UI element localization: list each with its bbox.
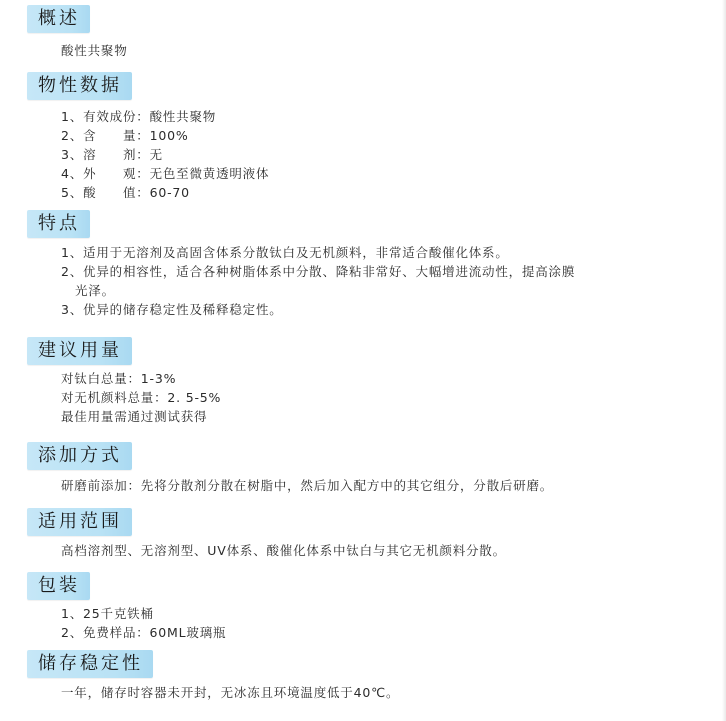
page-edge-shadow xyxy=(722,0,726,721)
scope-text xyxy=(61,541,506,560)
property-value: 无色至微黄透明液体 xyxy=(149,166,270,181)
property-number: 2、 xyxy=(61,128,84,143)
property-value: 60-70 xyxy=(149,185,190,200)
section-heading-dosage: 建议用量 xyxy=(27,337,132,365)
property-row xyxy=(61,126,269,145)
properties-list xyxy=(61,107,269,202)
section-heading-overview: 概述 xyxy=(27,5,90,33)
property-label: 含 量： xyxy=(83,128,150,143)
section-heading-properties: 物性数据 xyxy=(27,72,132,100)
packaging-line: 1、25千克铁桶 xyxy=(61,606,154,621)
property-row xyxy=(61,145,269,164)
property-label: 外 观： xyxy=(83,166,150,181)
property-label: 溶 剂： xyxy=(83,147,150,162)
packaging-text xyxy=(61,604,226,642)
property-number: 1、 xyxy=(61,109,84,124)
property-label: 有效成份： xyxy=(83,109,150,124)
feature-item: 3、优异的储存稳定性及稀释稳定性。 xyxy=(61,302,283,317)
dosage-line: 最佳用量需通过测试获得 xyxy=(61,409,208,424)
property-value: 100% xyxy=(149,128,189,143)
method-text xyxy=(61,476,553,495)
dosage-line: 对无机颜料总量：2. 5-5% xyxy=(61,390,222,405)
dosage-text xyxy=(61,369,221,426)
dosage-line: 对钛白总量：1-3% xyxy=(61,371,177,386)
property-row xyxy=(61,107,269,126)
section-heading-method: 添加方式 xyxy=(27,442,132,470)
property-row xyxy=(61,183,269,202)
section-heading-storage: 储存稳定性 xyxy=(27,650,153,678)
property-number: 4、 xyxy=(61,166,84,181)
property-value: 酸性共聚物 xyxy=(149,109,217,124)
storage-line: 一年，储存时容器未开封，无冰冻且环境温度低于40℃。 xyxy=(61,685,400,700)
scope-line: 高档溶剂型、无溶剂型、UV体系、酸催化体系中钛白与其它无机颜料分散。 xyxy=(61,543,506,558)
method-line: 研磨前添加：先将分散剂分散在树脂中，然后加入配方中的其它组分，分散后研磨。 xyxy=(61,478,554,493)
storage-text xyxy=(61,683,399,702)
property-number: 3、 xyxy=(61,147,84,162)
section-heading-packaging: 包装 xyxy=(27,572,90,600)
packaging-line: 2、免费样品：60ML玻璃瓶 xyxy=(61,625,227,640)
feature-item-continuation: 光泽。 xyxy=(75,283,115,298)
feature-item: 2、优异的相容性，适合各种树脂体系中分散、降粘非常好、大幅增进流动性，提高涂膜 xyxy=(61,264,576,279)
features-list xyxy=(61,243,575,319)
overview-text xyxy=(61,41,128,60)
property-number: 5、 xyxy=(61,185,84,200)
property-row xyxy=(61,164,269,183)
overview-line: 酸性共聚物 xyxy=(61,43,128,58)
feature-item: 1、适用于无溶剂及高固含体系分散钛白及无机颜料，非常适合酸催化体系。 xyxy=(61,245,509,260)
section-heading-features: 特点 xyxy=(27,210,90,238)
property-value: 无 xyxy=(149,147,163,162)
section-heading-scope: 适用范围 xyxy=(27,508,132,536)
property-label: 酸 值： xyxy=(83,185,150,200)
